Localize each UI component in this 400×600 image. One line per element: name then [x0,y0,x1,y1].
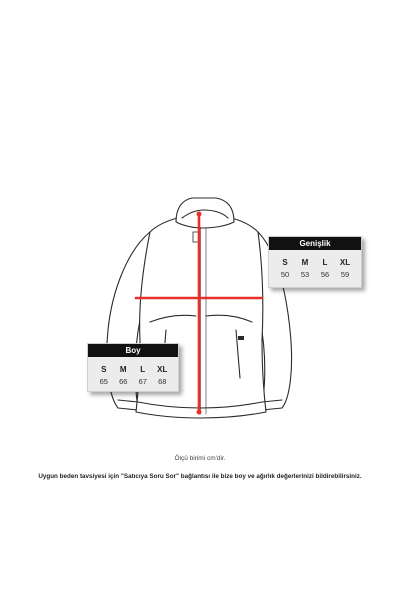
size-label: XL [339,258,351,267]
size-label: M [119,365,127,374]
size-value: 68 [158,377,167,386]
size-label: L [140,365,146,374]
size-label: L [322,258,328,267]
size-value: 66 [119,377,128,386]
size-value: 53 [300,270,310,279]
size-value: 50 [280,270,290,279]
size-value: 56 [320,270,330,279]
width-size-table [268,236,362,288]
size-label: XL [157,365,168,374]
size-label: M [301,258,309,267]
unit-note: Ölçü birimi cm'dir. [174,455,226,462]
jacket-collar [176,198,234,228]
length-size-values [88,377,178,386]
size-value: 67 [138,377,147,386]
size-advice-text: Uygun beden tavsiyesi için "Satıcıya Soru Sor" bağlantısı ile bize boy ve ağırlık değerlerinizi bildirebilirsiniz. [38,473,362,480]
length-table-title: Boy [88,344,178,357]
size-label: S [282,258,288,267]
width-table-title: Genişlik [269,237,361,250]
size-value: 65 [99,377,108,386]
size-label: S [101,365,107,374]
width-size-values [269,270,361,279]
length-size-labels [88,365,178,374]
length-size-table [87,343,179,392]
width-size-labels [269,258,361,267]
size-value: 59 [340,270,350,279]
